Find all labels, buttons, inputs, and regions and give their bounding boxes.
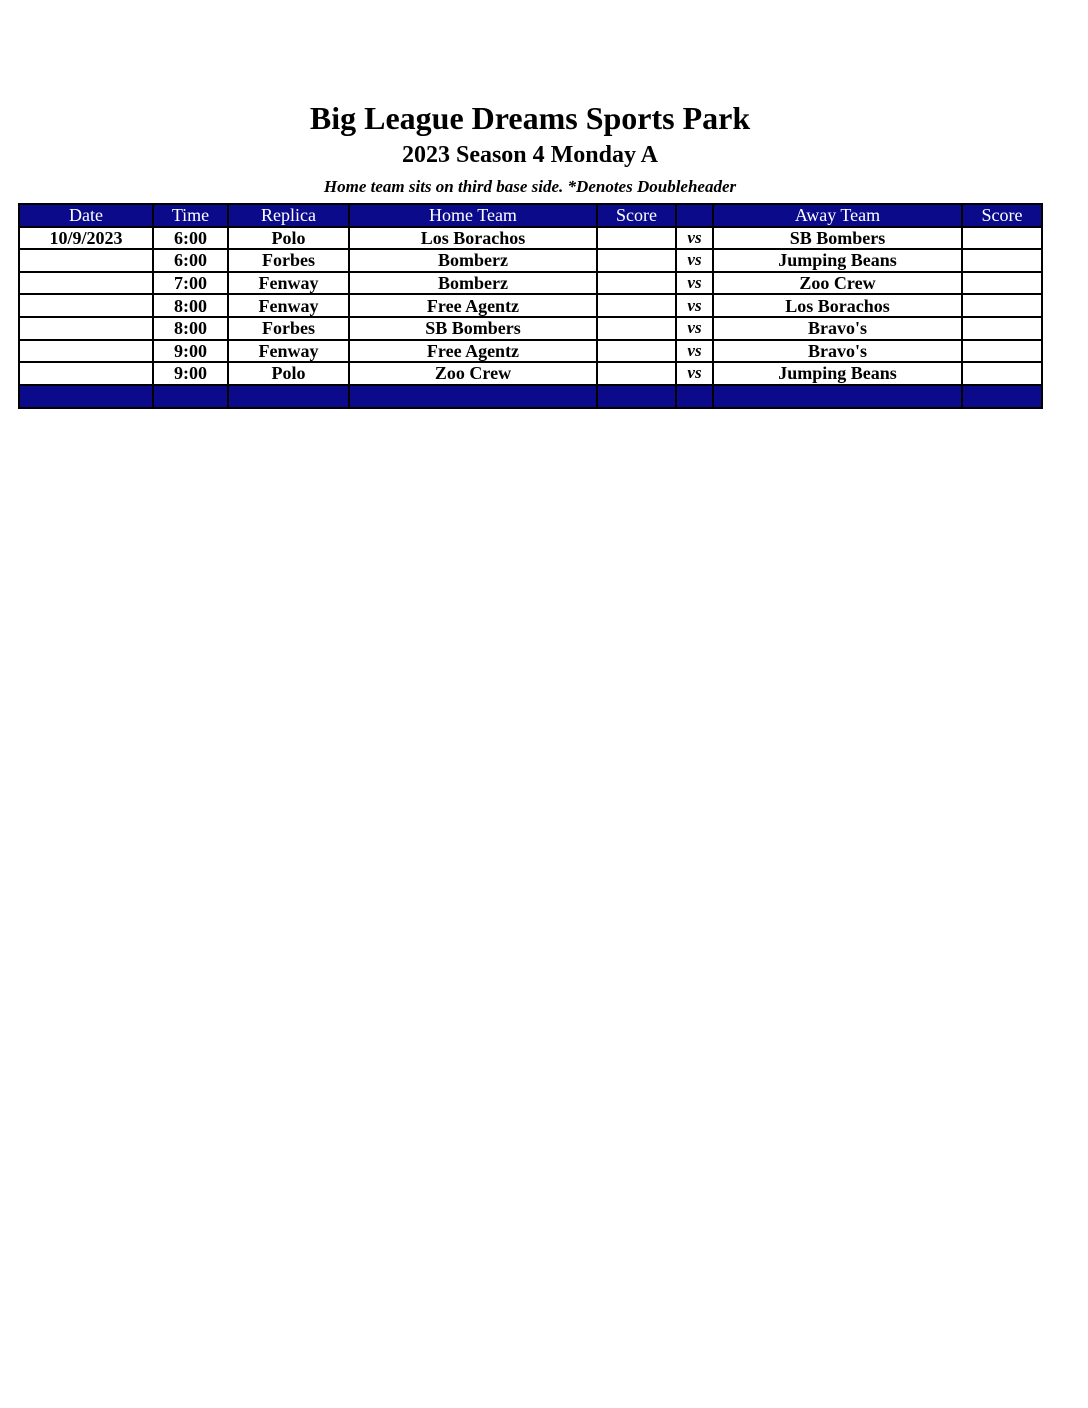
cell-date xyxy=(19,340,153,363)
cell-replica: Fenway xyxy=(228,294,349,317)
cell-home-team: Bomberz xyxy=(349,272,597,295)
footer-cell xyxy=(19,385,153,408)
table-row xyxy=(19,272,1042,295)
cell-date: 10/9/2023 xyxy=(19,227,153,250)
cell-date xyxy=(19,272,153,295)
cell-time: 8:00 xyxy=(153,294,228,317)
cell-replica: Forbes xyxy=(228,317,349,340)
cell-vs: vs xyxy=(676,362,713,385)
cell-date xyxy=(19,249,153,272)
table-row xyxy=(19,227,1042,250)
cell-home-score xyxy=(597,362,676,385)
schedule-note: Home team sits on third base side. *Denotes Doubleheader xyxy=(323,177,737,196)
column-header-home-team: Home Team xyxy=(349,204,597,227)
cell-vs: vs xyxy=(676,317,713,340)
column-header-home-score: Score xyxy=(597,204,676,227)
page-title: Big League Dreams Sports Park xyxy=(309,100,751,136)
column-header-away-score: Score xyxy=(962,204,1042,227)
cell-home-team: Zoo Crew xyxy=(349,362,597,385)
cell-home-score xyxy=(597,272,676,295)
footer-cell xyxy=(597,385,676,408)
cell-replica: Fenway xyxy=(228,340,349,363)
column-header-replica: Replica xyxy=(228,204,349,227)
cell-home-score xyxy=(597,249,676,272)
cell-time: 9:00 xyxy=(153,362,228,385)
cell-home-score xyxy=(597,317,676,340)
table-row xyxy=(19,249,1042,272)
cell-away-team: SB Bombers xyxy=(713,227,962,250)
footer-cell xyxy=(349,385,597,408)
table-row xyxy=(19,362,1042,385)
column-header-away-team: Away Team xyxy=(713,204,962,227)
cell-vs: vs xyxy=(676,227,713,250)
cell-home-score xyxy=(597,294,676,317)
footer-cell xyxy=(713,385,962,408)
footer-cell xyxy=(962,385,1042,408)
cell-replica: Forbes xyxy=(228,249,349,272)
footer-cell xyxy=(228,385,349,408)
cell-away-score xyxy=(962,362,1042,385)
cell-away-team: Bravo's xyxy=(713,340,962,363)
cell-away-score xyxy=(962,227,1042,250)
cell-away-score xyxy=(962,317,1042,340)
table-row xyxy=(19,317,1042,340)
cell-home-score xyxy=(597,227,676,250)
cell-home-team: Bomberz xyxy=(349,249,597,272)
column-header-time: Time xyxy=(153,204,228,227)
cell-replica: Polo xyxy=(228,362,349,385)
cell-vs: vs xyxy=(676,249,713,272)
cell-vs: vs xyxy=(676,294,713,317)
cell-replica: Polo xyxy=(228,227,349,250)
cell-date xyxy=(19,362,153,385)
cell-vs: vs xyxy=(676,340,713,363)
cell-home-team: Los Borachos xyxy=(349,227,597,250)
cell-home-team: Free Agentz xyxy=(349,340,597,363)
column-header-date: Date xyxy=(19,204,153,227)
cell-time: 6:00 xyxy=(153,249,228,272)
cell-home-team: SB Bombers xyxy=(349,317,597,340)
cell-time: 8:00 xyxy=(153,317,228,340)
cell-away-team: Jumping Beans xyxy=(713,249,962,272)
table-header-row xyxy=(19,204,1042,227)
cell-vs: vs xyxy=(676,272,713,295)
schedule-table xyxy=(18,203,1043,409)
cell-time: 9:00 xyxy=(153,340,228,363)
footer-cell xyxy=(153,385,228,408)
table-row xyxy=(19,294,1042,317)
cell-time: 7:00 xyxy=(153,272,228,295)
cell-away-team: Los Borachos xyxy=(713,294,962,317)
cell-date xyxy=(19,317,153,340)
page-subtitle: 2023 Season 4 Monday A xyxy=(401,142,659,168)
cell-date xyxy=(19,294,153,317)
cell-away-score xyxy=(962,294,1042,317)
table-row xyxy=(19,340,1042,363)
table-footer-row xyxy=(19,385,1042,408)
cell-home-team: Free Agentz xyxy=(349,294,597,317)
cell-away-team: Jumping Beans xyxy=(713,362,962,385)
cell-away-team: Bravo's xyxy=(713,317,962,340)
cell-time: 6:00 xyxy=(153,227,228,250)
cell-home-score xyxy=(597,340,676,363)
cell-away-score xyxy=(962,340,1042,363)
cell-away-team: Zoo Crew xyxy=(713,272,962,295)
column-header-vs xyxy=(676,204,713,227)
cell-away-score xyxy=(962,272,1042,295)
cell-replica: Fenway xyxy=(228,272,349,295)
footer-cell xyxy=(676,385,713,408)
cell-away-score xyxy=(962,249,1042,272)
